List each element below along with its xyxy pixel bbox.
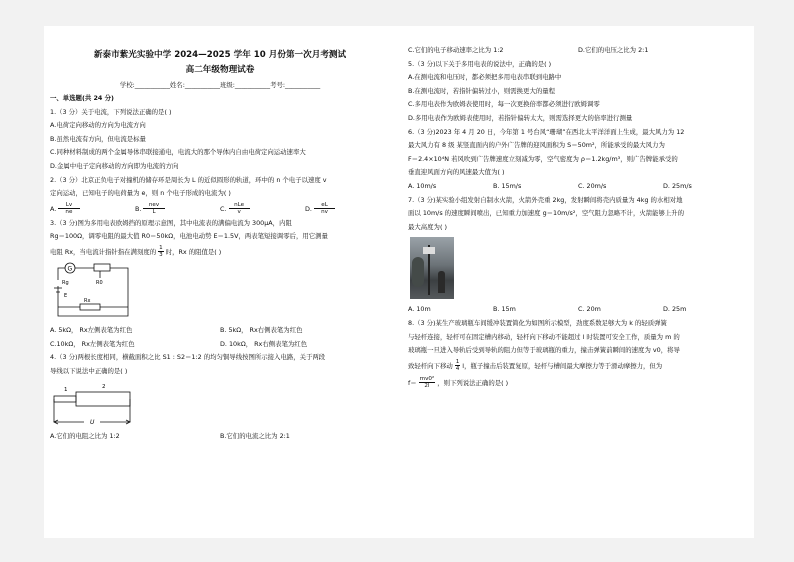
q7-stem-line1: 7.（3 分)某实验小组发射自制水火箭，火箭外壳重 2kg，发射瞬间将壳内质量为 4kg 的水相对地 bbox=[408, 195, 683, 204]
q4-stem-line1: 4.（3 分)两根长度相同，横截面积之比 S1 : S2＝1:2 的均匀铜导线按图所示接入电路，关于两段 bbox=[50, 353, 326, 362]
q5-option-d: D.多用电表作为欧姆表使用时，若指针偏转太大，则需选择更大的倍率进行测量 bbox=[408, 113, 633, 122]
q8-stem-line2: 与轻杆连接，轻杆可在固定槽内移动，轻杆向下移动不能超过 l 时装置可安全工作，质量为 m 的 bbox=[408, 332, 680, 341]
q6-stem-line1: 6.（3 分)2023 年 4 月 20 日，今年第 1 号台风“珊瑚”在西北太平洋洋面上生成，最大风力为 12 bbox=[408, 127, 685, 136]
q3-options-row1 bbox=[50, 324, 390, 338]
q2-option-d: D. $\frac{eL}{nv}$ bbox=[305, 201, 390, 217]
q2-options bbox=[50, 201, 390, 217]
q1-option-d: D.金属中电子定向移动的方向即为电流的方向 bbox=[50, 161, 179, 170]
q5-option-b: B.在测电流时，若指针偏转过小，则需换更大的量程 bbox=[408, 86, 556, 95]
q3-option-b: B. 5kΩ， Rx右侧表笔为红色 bbox=[220, 325, 303, 334]
q3-option-c: C.10kΩ， Rx左侧表笔为红色 bbox=[50, 339, 135, 348]
q4-option-d: D.它们的电压之比为 2:1 bbox=[578, 46, 649, 54]
q8-stem-line3: 玻璃瓶一旦进入导轨后受到导轨的阻力但等于玻璃瓶的重力，撞击弹簧前瞬间的速度为 v0，将导 bbox=[408, 346, 680, 355]
q2-option-b: B. $\frac{\text{nev}}{L}$ bbox=[135, 201, 220, 217]
right-column bbox=[408, 44, 748, 392]
q4-options-row2 bbox=[408, 44, 748, 58]
q5-stem: 5.（3 分)以下关于多用电表的说法中，正确的是( ) bbox=[408, 59, 552, 68]
rg-label: Rg bbox=[62, 279, 69, 286]
q3-options-row2 bbox=[50, 338, 390, 352]
q6-option-c: C. 20m/s bbox=[578, 181, 607, 190]
q4-option-c: C.它们的电子移动速率之比为 1:2 bbox=[408, 46, 504, 54]
q4-stem-line2: 导线以下说法中正确的是( ) bbox=[50, 366, 128, 375]
rx-label: Rx bbox=[84, 297, 91, 304]
q1-option-a: A.电荷定向移动的方向为电流方向 bbox=[50, 121, 146, 130]
q7-options bbox=[408, 303, 748, 317]
q7-option-c: C. 20m bbox=[578, 305, 601, 314]
q7-option-a: A. 10m bbox=[408, 305, 431, 314]
water-rocket-photo bbox=[410, 237, 454, 299]
left-column bbox=[50, 48, 390, 444]
exam-subtitle: 高二年级物理试卷 bbox=[185, 65, 255, 75]
q4-options-row1 bbox=[50, 430, 390, 444]
wire-2-label: 2 bbox=[102, 384, 106, 391]
q2-option-c: C. $\frac{\text{nLe}}{v}$ bbox=[220, 201, 305, 217]
emf-label: E bbox=[64, 292, 68, 299]
q6-options bbox=[408, 180, 748, 194]
q8-stem-line5: f＝ $\frac{\text{mv0²}}{2l}$ ，则下列说法正确的是( ) bbox=[408, 376, 509, 390]
q3-stem-line1: 3.（3 分)图为多用电表欧姆挡的原理示意图，其中电流表的满偏电流为 300μA，内阻 bbox=[50, 218, 292, 227]
q1-option-c: C.同种材料制成的两个金属导体串联接通电，电流大的那个导体内自由电荷定向运动速率大 bbox=[50, 148, 306, 157]
q3-option-a: A. 5kΩ， Rx左侧表笔为红色 bbox=[50, 325, 133, 334]
student-info-line: 学校:___________姓名:___________班级:___________考号:___________ bbox=[119, 81, 321, 89]
exam-title: 新泰市紫光实验中学 2024—2025 学年 10 月份第一次月考测试 bbox=[93, 50, 347, 60]
galvanometer-label: G bbox=[67, 265, 73, 273]
q1-option-b: B.虽然电流有方向，但电流是标量 bbox=[50, 134, 146, 143]
exam-page bbox=[44, 26, 754, 538]
q8-stem-line4: 致轻杆向下移动 $\frac{1}{4}$ l，瓶子撞击后装置复原，轻杆与槽间最大摩擦力等于滑动摩擦力，但为 bbox=[408, 359, 663, 373]
q5-option-c: C.多用电表作为欧姆表使用时，每一次更换倍率都必须进行欧姆调零 bbox=[408, 100, 600, 109]
q6-stem-line3: F＝2.4×10⁴N 若风吹到广告牌速度立刻减为零，空气密度为 ρ＝1.2kg/m³，则广告牌能承受的 bbox=[408, 154, 678, 163]
q6-option-b: B. 15m/s bbox=[493, 181, 522, 190]
wire-diagram bbox=[50, 378, 160, 430]
q8-stem-line1: 8.（3 分)某生产玻璃瓶车间缓冲装置简化为如图所示模型，劲度系数足够大为 k 的轻质弹簧 bbox=[408, 318, 667, 327]
q2-option-a: A. $\frac{Lv}{ne}$ bbox=[50, 201, 135, 217]
q7-option-b: B. 15m bbox=[493, 305, 516, 314]
q4-option-a: A.它们的电阻之比为 1:2 bbox=[50, 432, 120, 441]
q6-stem-line4: 垂直迎风面方向的风速最大值为( ) bbox=[408, 168, 505, 177]
q4-option-b: B.它们的电流之比为 2:1 bbox=[220, 432, 290, 441]
r0-label: R0 bbox=[96, 279, 103, 286]
section-heading: 一、单选题(共 24 分) bbox=[50, 94, 114, 102]
q3-stem-line3: 电阻 Rx，当电流计指针指在满刻度的 $\frac{1}{3}$ 时，Rx 的阻值是( ) bbox=[50, 245, 222, 259]
q3-option-d: D. 10kΩ， Rx右侧表笔为红色 bbox=[220, 339, 308, 348]
q7-stem-line2: 面以 10m/s 的速度瞬间喷出，已知重力加速度 g＝10m/s²，空气阻力忽略不计，火箭能够上升的 bbox=[408, 209, 685, 218]
q3-stem-line2: Rg＝100Ω，调零电阻的最大值 R0＝50kΩ，电池电动势 E＝1.5V，两表笔短接调零后，用它测量 bbox=[50, 232, 328, 241]
q7-option-d: D. 25m bbox=[663, 305, 687, 314]
q5-option-a: A.在测电流和电压时，都必须把多用电表串联到电路中 bbox=[408, 73, 562, 82]
q6-option-a: A. 10m/s bbox=[408, 181, 437, 190]
q7-stem-line3: 最大高度为( ) bbox=[408, 222, 447, 231]
q1-stem: 1.（3 分）关于电流，下列说法正确的是( ) bbox=[50, 107, 172, 116]
wire-1-label: 1 bbox=[64, 387, 68, 394]
q2-stem-line1: 2.（3 分）北京正负电子对撞机的储存环是周长为 L 的近似圆形的轨道，环中的 n 个电子以速度 v bbox=[50, 175, 327, 184]
q2-stem-line2: 定向运动，已知电子的电荷量为 e，则 n 个电子形成的电流为( ) bbox=[50, 189, 231, 198]
voltage-label: U bbox=[90, 419, 95, 427]
q6-stem-line2: 最大风力有 8 级 某竖直面内的户外广告牌的迎风面积为 S＝50m²，所能承受的最大风力为 bbox=[408, 141, 665, 150]
q6-option-d: D. 25m/s bbox=[663, 181, 692, 190]
ohmmeter-circuit-diagram bbox=[50, 260, 140, 324]
